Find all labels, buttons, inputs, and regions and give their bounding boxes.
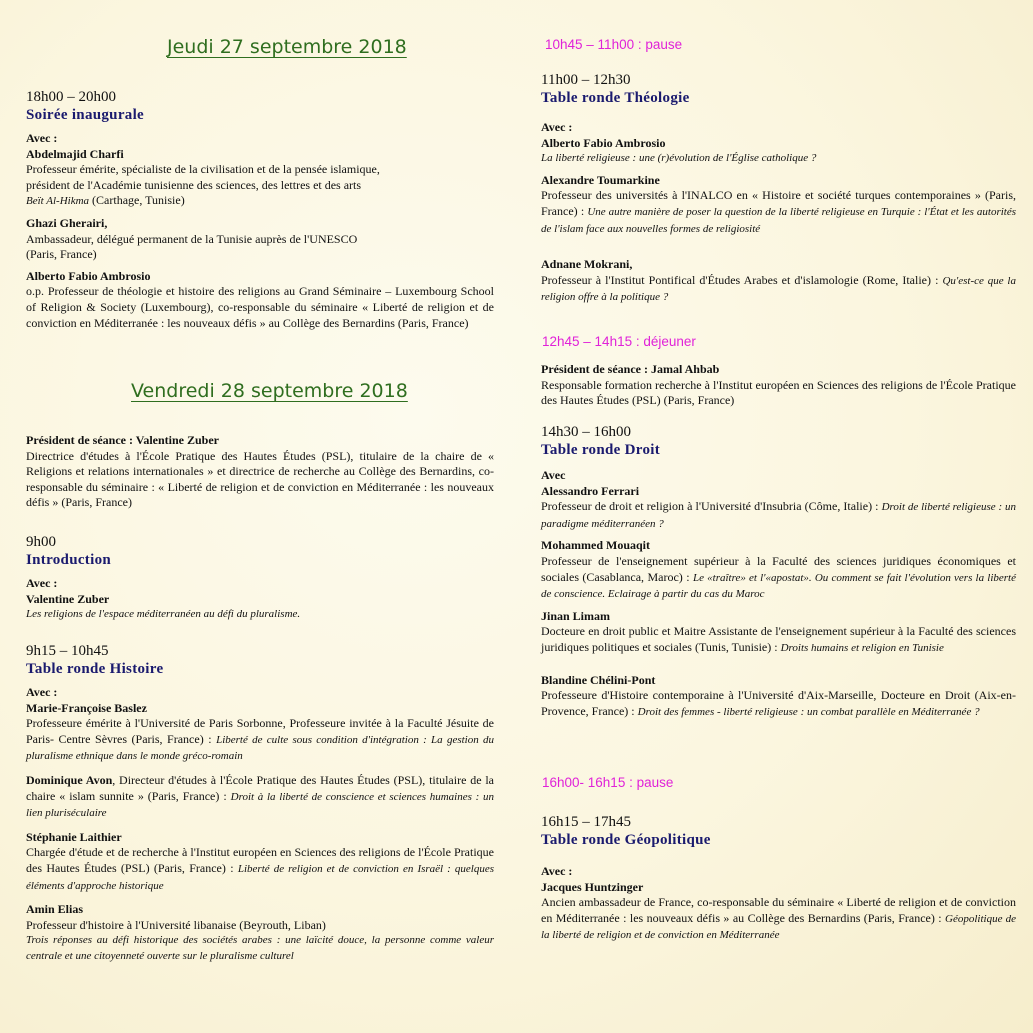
- speaker-affiliation: Professeure d'Histoire contemporaine à l'Université d'Aix-Marseille, Docteure en Droit (Aix-en- Provence, France) :: [541, 688, 1016, 718]
- speaker-affiliation: , Directeur d'études à l'École Pratique des Hautes Études (PSL), titulaire de la chaire « islam sunnite » (Paris, France) :: [26, 772, 494, 803]
- session-president: [541, 362, 1016, 409]
- session-histoire: [26, 642, 494, 965]
- talk-title: Une autre manière de poser la question de la liberté religieuse en Turquie : l'État et les autorités de l'islam face aux nouvelles formes de religiosité: [541, 205, 1017, 235]
- speaker-desc: o.p. Professeur de théologie et histoire des religions au Grand Séminaire – Luxembourg School of Religion & Society (Luxembourg), co-responsable du séminaire « Liberté de religion et de conviction en Méditerranée : les nouveaux défis » au Collège des Bernardins (Paris, France): [26, 284, 494, 330]
- speaker-name: Amin Elias: [26, 902, 84, 917]
- session-title: Table ronde Droit: [541, 442, 661, 458]
- session-time: 18h00 – 20h00: [26, 89, 116, 105]
- speaker-desc: [541, 688, 1016, 720]
- session-time: 9h15 – 10h45: [26, 643, 109, 659]
- speaker-desc: (Paris, France): [26, 247, 97, 262]
- avec-label: Avec :: [26, 576, 58, 590]
- session-time: 9h00: [26, 534, 56, 550]
- speaker-desc: [541, 188, 1016, 237]
- session-droit: [541, 423, 1016, 720]
- speaker-name: Blandine Chélini-Pont: [541, 672, 656, 687]
- session-president: [26, 433, 494, 511]
- lunch-break: 12h45 – 14h15 : déjeuner: [542, 334, 696, 349]
- avec-label: Avec: [541, 468, 566, 482]
- session-time: 11h00 – 12h30: [541, 72, 631, 88]
- speaker-place: (Carthage, Tunisie): [89, 193, 185, 208]
- session-time: 16h15 – 17h45: [541, 814, 631, 830]
- speaker-affiliation: Professeure émérite à l'Université de Paris Sorbonne, Professeure invitée à la Faculté Jésuite de Paris- Centre Sèvres (Paris, France) :: [26, 716, 494, 746]
- pause-break: 16h00- 16h15 : pause: [542, 775, 674, 790]
- session-theologie: [541, 71, 1016, 306]
- session-title: Soirée inaugurale: [26, 107, 145, 123]
- president-name: Président de séance : Valentine Zuber: [26, 433, 219, 447]
- session-title: Table ronde Théologie: [541, 90, 690, 106]
- speaker-desc: [26, 845, 494, 894]
- speaker-desc: [541, 554, 1016, 603]
- speaker-name: Stéphanie Laithier: [26, 829, 122, 844]
- talk-title: Droit des femmes - liberté religieuse : un combat parallèle en Méditerranée ?: [637, 705, 980, 718]
- speaker-affiliation: Professeur des universités à l'INALCO en « Histoire et société turques contemporaines » (Paris, France) :: [541, 188, 1016, 218]
- session-introduction: [26, 533, 494, 623]
- speaker-name: Alberto Fabio Ambrosio: [26, 268, 151, 283]
- speaker-name: Jacques Huntzinger: [541, 879, 644, 894]
- talk-title: Droit à la liberté de conscience et sciences humaines : un lien pluriséculaire: [26, 790, 494, 820]
- speaker-desc: [541, 499, 1016, 532]
- talk-title: Le «traître» et l'«apostat». Ou comment se fait l'évolution vers la liberté de conscience. Eclairage à partir du cas du Maroc: [541, 571, 1016, 601]
- speaker-desc: [26, 773, 494, 822]
- speaker-name: Ghazi Gherairi,: [26, 215, 108, 230]
- speaker-desc: [541, 624, 1016, 656]
- avec-label: Avec :: [541, 120, 573, 134]
- speaker-desc: [541, 273, 1016, 306]
- speaker-name: Jinan Limam: [541, 608, 611, 623]
- session-title: Table ronde Géopolitique: [541, 832, 711, 848]
- session-title: Table ronde Histoire: [26, 661, 164, 677]
- talk-title: Géopolitique de la liberté de religion et de conviction en Méditerranée: [541, 912, 1016, 942]
- speaker-desc: [541, 895, 1016, 944]
- speaker-desc: Ambassadeur, délégué permanent de la Tunisie auprès de l'UNESCO: [26, 231, 358, 246]
- session-time: 14h30 – 16h00: [541, 424, 631, 440]
- talk-title: Liberté de culte sous condition d'intégration : La gestion du pluralisme ethnique dans le monde gréco-romain: [26, 733, 494, 763]
- talk-title: Trois réponses au défi historique des sociétés arabes : une laïcité douce, la personne comme valeur centrale et une citoyenneté ouverte sur le pluralisme culturel: [26, 934, 494, 962]
- speaker-name: Alexandre Toumarkine: [541, 172, 660, 187]
- speaker-desc: Professeur d'histoire à l'Université libanaise (Beyrouth, Liban): [26, 917, 326, 932]
- speaker-desc: Professeur émérite, spécialiste de la civilisation et de la pensée islamique,: [26, 162, 380, 177]
- speaker-name: Dominique Avon: [26, 772, 113, 787]
- talk-title: Droit de liberté religieuse : un paradigme méditerranéen ?: [541, 501, 1016, 530]
- speaker-affiliation: Chargée d'étude et de recherche à l'Institut européen en Sciences des religions de l'École Pratique des Hautes Études (PSL) (Paris, France) :: [26, 845, 494, 875]
- session-title: Introduction: [26, 552, 112, 568]
- speaker-affiliation: Professeur de droit et religion à l'Université d'Insubria (Côme, Italie) :: [541, 499, 882, 514]
- talk-title: Droits humains et religion en Tunisie: [780, 641, 944, 654]
- president-desc: Directrice d'études à l'École Pratique des Hautes Études (PSL), titulaire de la chaire de « Religions et relations internationales » et directrice de recherche au Collège des Bernardins, co-responsable du séminaire : « Liberté de religion et de conviction en Méditerranée : les nouveaux défis » (Paris, France): [26, 448, 494, 510]
- talk-title: Les religions de l'espace méditerranéen au défi du pluralisme.: [26, 608, 301, 621]
- speaker-affiliation: Professeur à l'Institut Pontifical d'Études Arabes et d'islamologie (Rome, Italie) :: [541, 272, 943, 287]
- speaker-name: Valentine Zuber: [26, 591, 110, 606]
- avec-label: Avec :: [26, 685, 58, 699]
- speaker-affiliation: Professeur de l'enseignement supérieur à la Faculté des sciences juridiques économiques et sociales (Casablanca, Maroc) :: [541, 553, 1016, 584]
- speaker-name: Mohammed Mouaqit: [541, 538, 650, 553]
- speaker-italic: Beït Al-Hikma: [26, 195, 90, 208]
- talk-title: Liberté de religion et de conviction en Israël : quelques éléments d'approche historique: [26, 862, 495, 892]
- speaker-affiliation: Ancien ambassadeur de France, co-responsable du séminaire « Liberté de religion et de conviction en Méditerranée : les nouveaux défis » au Collège des Bernardins (Paris, France) :: [541, 895, 1016, 925]
- speaker-desc: [26, 193, 494, 210]
- day-heading-friday: Vendredi 28 septembre 2018: [131, 380, 408, 402]
- speaker-name: Marie-Françoise Baslez: [26, 700, 147, 715]
- day-heading-thursday: Jeudi 27 septembre 2018: [167, 36, 407, 58]
- talk-title: Qu'est-ce que la religion offre à la politique ?: [541, 274, 1016, 304]
- speaker-desc: président de l'Académie tunisienne des sciences, des lettres et des arts: [26, 177, 362, 192]
- president-desc: Responsable formation recherche à l'Institut européen en Sciences des religions de l'École Pratique des Hautes Études (PSL) (Paris, France): [541, 377, 1016, 408]
- speaker-name: Adnane Mokrani,: [541, 257, 633, 272]
- talk-title: La liberté religieuse : une (r)évolution de l'Église catholique ?: [541, 152, 817, 165]
- speaker-desc: [26, 716, 494, 765]
- avec-label: Avec :: [26, 131, 58, 145]
- pause-break: 10h45 – 11h00 : pause: [545, 37, 683, 52]
- speaker-name: Alessandro Ferrari: [541, 483, 640, 498]
- president-name: Président de séance : Jamal Ahbab: [541, 362, 720, 376]
- speaker-name: Alberto Fabio Ambrosio: [541, 135, 666, 150]
- speaker-affiliation: Docteure en droit public et Maitre Assistante de l'enseignement supérieur à la Faculté des sciences juridiques politiques et sociales (Tunis, Tunisie) :: [541, 624, 1016, 654]
- avec-label: Avec :: [541, 864, 573, 878]
- speaker-name: Abdelmajid Charfi: [26, 146, 124, 161]
- session-opening: [26, 88, 494, 331]
- session-geopolitique: [541, 813, 1016, 944]
